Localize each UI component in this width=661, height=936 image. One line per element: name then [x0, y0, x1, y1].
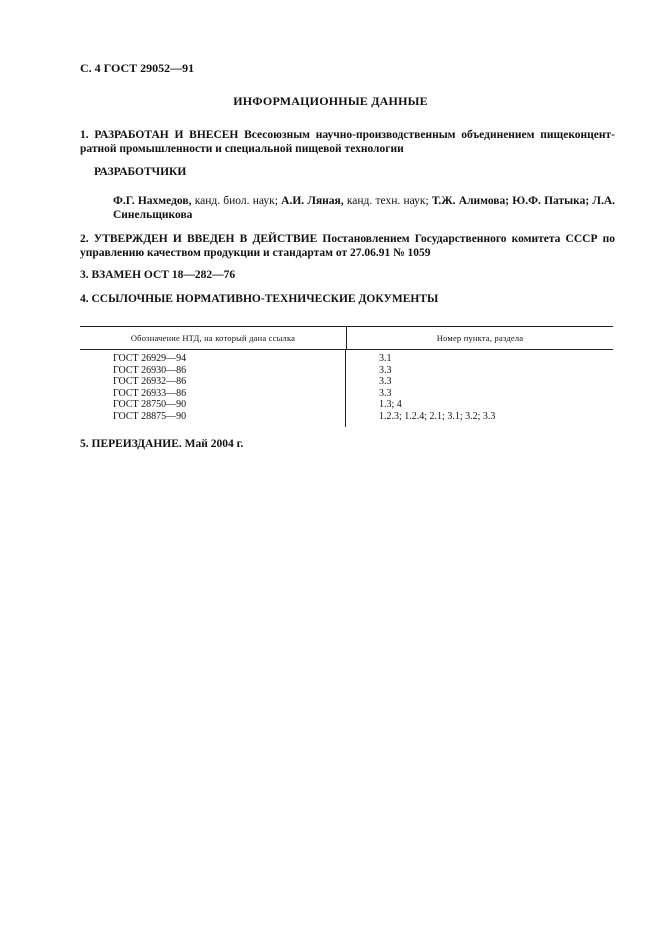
developer-name: Ф.Г. Нахмедов,: [113, 195, 192, 207]
item-number: 2.: [80, 233, 89, 245]
table-cell-clause: 3.3: [379, 364, 392, 376]
table-header-clause: Номер пункта, раздела: [436, 333, 524, 343]
info-item-5: [80, 437, 615, 451]
item-number: 4.: [80, 293, 89, 305]
item-lead: РАЗРАБОТАН И ВНЕСЕН: [94, 129, 239, 141]
table-body: [80, 350, 613, 427]
designation-column: [80, 350, 346, 427]
item-number: 3.: [80, 269, 89, 281]
info-item-4: [80, 292, 615, 306]
developers-heading: РАЗРАБОТЧИКИ: [94, 166, 187, 178]
table-header-designation: Обозначение НТД, на который дана ссылка: [80, 327, 347, 349]
page-header: С. 4 ГОСТ 29052—91: [80, 61, 195, 75]
table-cell-designation: ГОСТ 28750—90: [113, 399, 187, 411]
item-lead: УТВЕРЖДЕН И ВВЕДЕН В ДЕЙСТВИЕ: [93, 233, 318, 245]
item-text: Всесоюзным научно-производственным объединением пищеконцент-ратной промышленности и специальной пищевой технологии: [80, 129, 616, 155]
item-lead: ПЕРЕИЗДАНИЕ. Май 2004 г.: [91, 438, 244, 450]
info-item-3: [80, 268, 615, 282]
developer-title: канд. биол. наук;: [191, 195, 282, 207]
developer-name: А.И. Ляная,: [281, 195, 344, 207]
table-cell-clause: 3.3: [379, 387, 392, 399]
developer-name: Т.Ж. Алимова; Ю.Ф. Патыка;: [431, 195, 590, 207]
reference-documents-table: [80, 326, 613, 427]
table-cell-clause: 1.3; 4: [379, 399, 402, 411]
developer-name: Л.А. Синельщикова: [113, 195, 615, 221]
table-cell-designation: ГОСТ 26933—86: [113, 387, 187, 399]
item-lead: ВЗАМЕН ОСТ 18—282—76: [91, 269, 236, 281]
table-cell-clause: 3.3: [379, 376, 392, 388]
item-number: 5.: [80, 438, 89, 450]
item-lead: ССЫЛОЧНЫЕ НОРМАТИВНО-ТЕХНИЧЕСКИЕ ДОКУМЕНТЫ: [91, 293, 439, 305]
info-item-1: [80, 128, 615, 156]
table-cell-designation: ГОСТ 28875—90: [113, 410, 187, 422]
info-item-2: [80, 232, 615, 260]
section-title: ИНФОРМАЦИОННЫЕ ДАННЫЕ: [233, 94, 428, 108]
table-header-row: [80, 327, 613, 350]
table-cell-clause: 1.2.3; 1.2.4; 2.1; 3.1; 3.2; 3.3: [379, 410, 496, 422]
table-cell-designation: ГОСТ 26929—94: [113, 353, 187, 364]
table-cell-designation: ГОСТ 26930—86: [113, 364, 187, 376]
item-number: 1.: [80, 129, 89, 141]
table-cell-designation: ГОСТ 26932—86: [113, 376, 187, 388]
table-cell-clause: 3.1: [379, 353, 392, 364]
clause-column: [346, 350, 613, 427]
developer-title: канд. техн. наук;: [343, 195, 432, 207]
developers-list: [113, 194, 615, 222]
item-text: Постановлением Государственного комитета СССР по управлению качеством продукции и стандартам от 27.06.91 № 1059: [80, 233, 615, 259]
